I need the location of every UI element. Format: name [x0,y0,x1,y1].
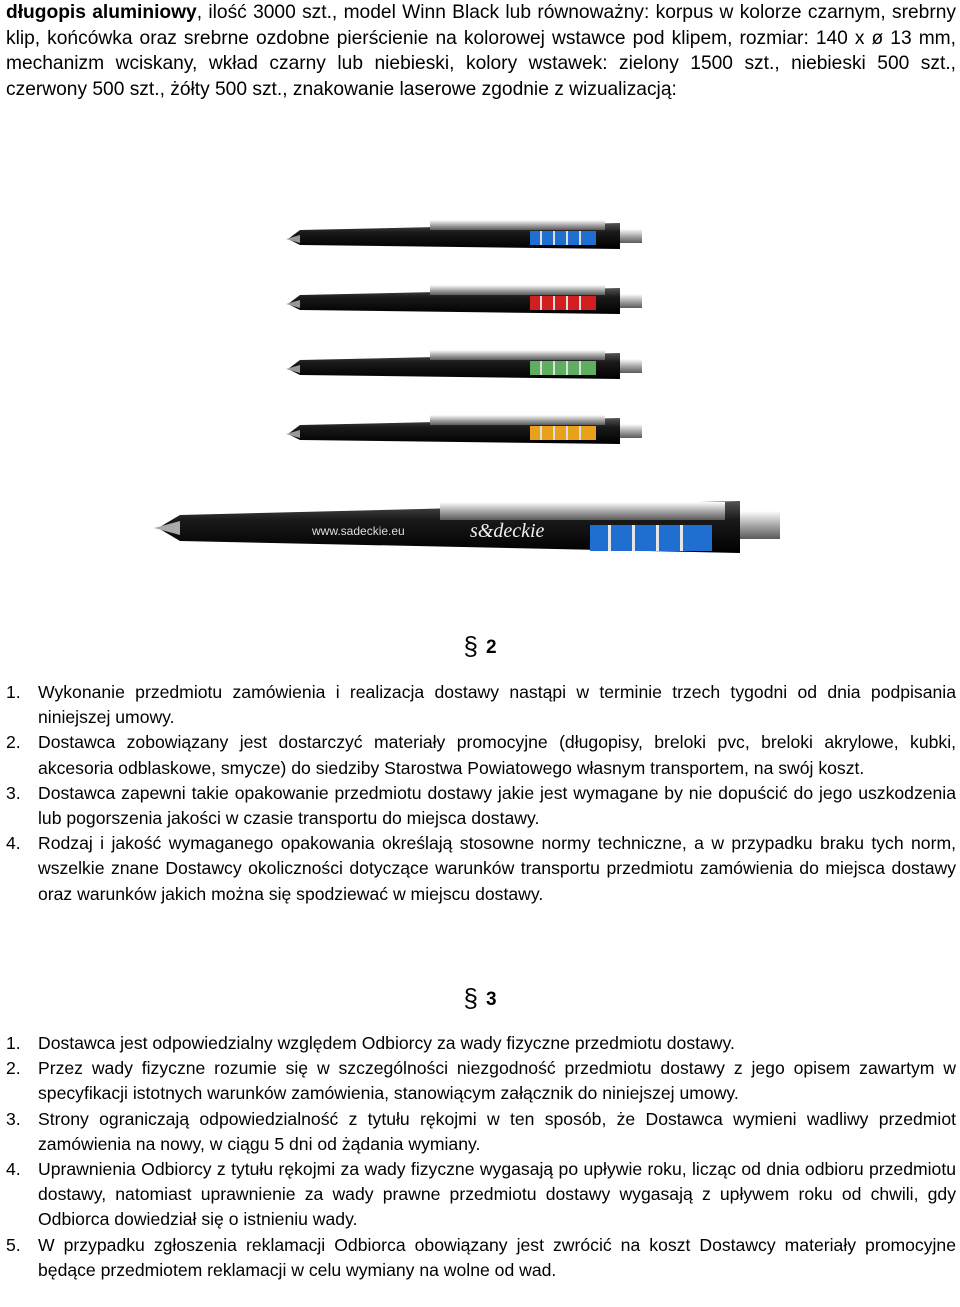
url-imprint: www.sadeckie.eu [312,524,405,538]
clause-text: Dostawca jest odpowiedzialny względem Odbiorcy za wady fizyczne przedmiotu dostawy. [38,1033,735,1053]
small-pen [286,350,642,379]
pen-visualization [140,205,800,605]
clause-text: Dostawca zobowiązany jest dostarczyć materiały promocyjne (długopisy, breloki pvc, breloki akrylowe, kubki, akcesoria odblaskowe, smycze) do siedziby Starostwa Powiatowego własnym transportem, na swój koszt. [38,732,956,778]
intro-paragraph [6,0,956,102]
section-3-clauses [6,1031,956,1283]
clause-item [6,1107,956,1157]
intro-text: , ilość 3000 szt., model Winn Black lub równoważny: korpus w kolorze czarnym, srebrny klip, końcówka oraz srebrne ozdobne pierścienie na kolorowej wstawce pod klipem, rozmiar: 140 x ø 13 mm, mechanizm wciskany, wkład czarny lub niebieski, kolory wstawek: zielony 1500 szt., niebieski 500 szt., czerwony 500 szt., żółty 500 szt., znakowanie laserowe zgodnie z wizualizacją: [6,2,956,100]
clause-text: Wykonanie przedmiotu zamówienia i realizacja dostawy nastąpi w terminie trzech tygodni od dnia podpisania niniejszej umowy. [38,682,956,728]
color-insert [530,231,596,245]
clause-text: Dostawca zapewni takie opakowanie przedmiotu dostawy jakie jest wymagane by nie dopuścić do jego uszkodzenia lub pogorszenia jakości w czasie transportu do miejsca dostawy. [38,782,956,829]
clause-number: 2. [6,732,21,753]
small-pen [286,415,642,444]
clause-item [6,831,956,907]
clause-number: 5. [6,1234,21,1255]
clause-number: 3. [6,1108,21,1129]
clause-number: 1. [6,1033,21,1053]
intro-bold-lead: długopis aluminiowy [6,2,197,23]
clause-text: Strony ograniczają odpowiedzialność z tytułu rękojmi w ten sposób, że Dostawca wymieni wadliwy przedmiot zamówienia na nowy, w ciągu 5 dni od żądania wymiany. [38,1108,956,1154]
color-insert [530,426,596,440]
large-pen [154,501,780,553]
clause-number: 3. [6,782,21,803]
clause-number: 2. [6,1058,21,1079]
clause-item [6,1233,956,1283]
clause-item [6,730,956,780]
small-pen [286,220,642,249]
color-insert [530,361,596,375]
clause-number: 1. [6,682,21,702]
clause-text: W przypadku zgłoszenia reklamacji Odbiorca obowiązany jest zwrócić na koszt Dostawcy materiały promocyjne będące przedmiotem reklamacji w celu wymiany na wolne od wad. [38,1234,956,1280]
section-2-heading: § 2 [463,631,497,661]
logo-imprint: s&deckie [470,520,545,542]
clause-text: Przez wady fizyczne rozumie się w szczególności niezgodność przedmiotu dostawy z jego opisem zawartym w specyfikacji istotnych warunków zamówienia, stanowiącym załącznik do niniejszej umowy. [38,1058,956,1104]
color-insert [530,296,596,310]
section-2-clauses [6,680,956,907]
section-3-heading: § 3 [463,983,497,1013]
clause-item [6,1031,956,1056]
clause-item [6,680,956,730]
clause-item [6,1157,956,1233]
clause-text: Rodzaj i jakość wymaganego opakowania określają stosowne normy techniczne, a w przypadku braku tych norm, wszelkie znane Dostawcy okoliczności dotyczące warunków transportu przedmiotu zamówienia do miejsca dostawy oraz warunków jakich można się spodziewać w miejscu dostawy. [38,833,956,904]
clause-item [6,1056,956,1106]
clause-number: 4. [6,1159,21,1180]
clause-text: Uprawnienia Odbiorcy z tytułu rękojmi za wady fizyczne wygasają po upływie roku, licząc od dnia odbioru przedmiotu dostawy, natomiast uprawnienie za wady prawne przedmiotu dostawy wygasają z upływem roku od chwili, gdy Odbiorca dowiedział się o istnieniu wady. [38,1159,956,1230]
clause-item [6,781,956,831]
clause-number: 4. [6,833,21,854]
small-pen [286,285,642,314]
